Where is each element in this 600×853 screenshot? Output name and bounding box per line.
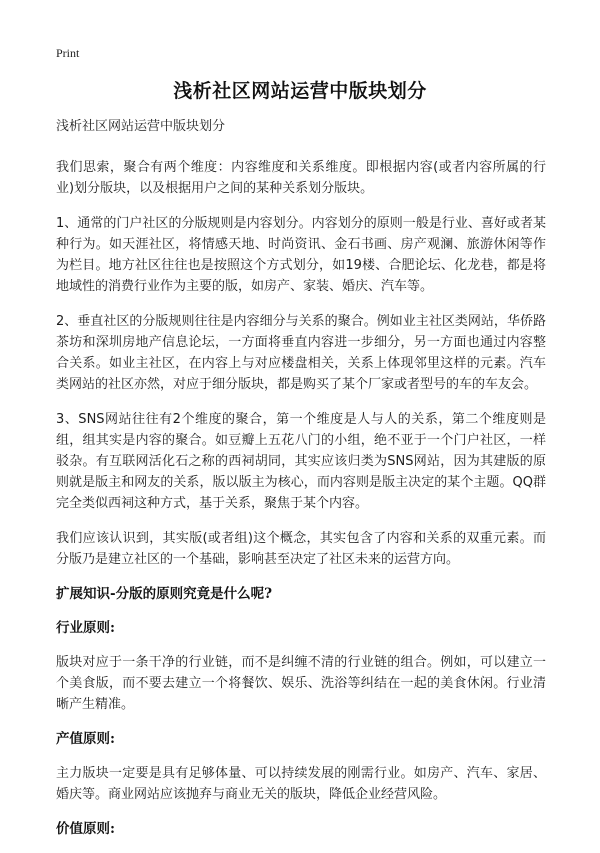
value-output-heading: 产值原则: [56, 731, 115, 747]
print-link[interactable]: Print [56, 46, 80, 60]
value-output-text: 主力版块一定要是具有足够体量、可以持续发展的刚需行业。如房产、汽车、家居、婚庆等。商业网站应该抛弃与商业无关的版块，降低企业经营风险。 [56, 766, 546, 802]
paragraph-conclusion: 我们应该认识到，其实版(或者组)这个概念，其实包含了内容和关系的双重元素。而分版乃是建立社区的一个基础，影响甚至决定了社区未来的运营方向。 [56, 531, 546, 567]
paragraph-intro: 我们思索，聚合有两个维度：内容维度和关系维度。即根据内容(或者内容所属的行业)划分版块，以及根据用户之间的某种关系划分版块。 [56, 160, 546, 196]
paragraph-portal-community: 1、通常的门户社区的分版规则是内容划分。内容划分的原则一般是行业、喜好或者某种行为。如天涯社区，将情感天地、时尚资讯、金石书画、房产观澜、旅游休闲等作为栏目。地方社区往往也是按照这个方式划分，如19楼、合肥论坛、化龙巷，都是将地域性的消费行业作为主要的版，如房产、家装、婚庆、汽车等。 [56, 216, 546, 294]
value-heading: 价值原则: [56, 821, 115, 837]
page-title: 浅析社区网站运营中版块划分 [173, 80, 427, 102]
extension-heading: 扩展知识-分版的原则究竟是什么呢? [56, 586, 273, 602]
paragraph-vertical-community: 2、垂直社区的分版规则往往是内容细分与关系的聚合。例如业主社区类网站，华侨路茶坊和深圳房地产信息论坛，一方面将垂直内容进一步细分，另一方面也通过内容整合关系。如业主社区，在内容上与对应楼盘相关，关系上体现邻里这样的元素。汽车类网站的社区亦然，对应于细分版块，都是购买了某个厂家或者型号的车的车友会。 [56, 314, 546, 392]
industry-heading: 行业原则: [56, 620, 115, 636]
article-body [56, 116, 546, 853]
paragraph-sns: 3、SNS网站往往有2个维度的聚合，第一个维度是人与人的关系，第二个维度则是组，组其实是内容的聚合。如豆瓣上五花八门的小组，绝不亚于一个门户社区，一样驳杂。有互联网活化石之称的西祠胡同，其实应该归类为SNS网站，因为其建版的原则就是版主和网友的关系，版以版主为核心，而内容则是版主决定的某个主题。QQ群完全类似西祠这种方式，基于关系，聚焦于某个内容。 [56, 412, 546, 511]
industry-text: 版块对应于一条干净的行业链，而不是纠缠不清的行业链的组合。例如，可以建立一个美食版，而不要去建立一个将餐饮、娱乐、洗浴等纠结在一起的美食休闲。行业清晰产生精准。 [56, 655, 546, 712]
article-subtitle: 浅析社区网站运营中版块划分 [56, 119, 226, 134]
